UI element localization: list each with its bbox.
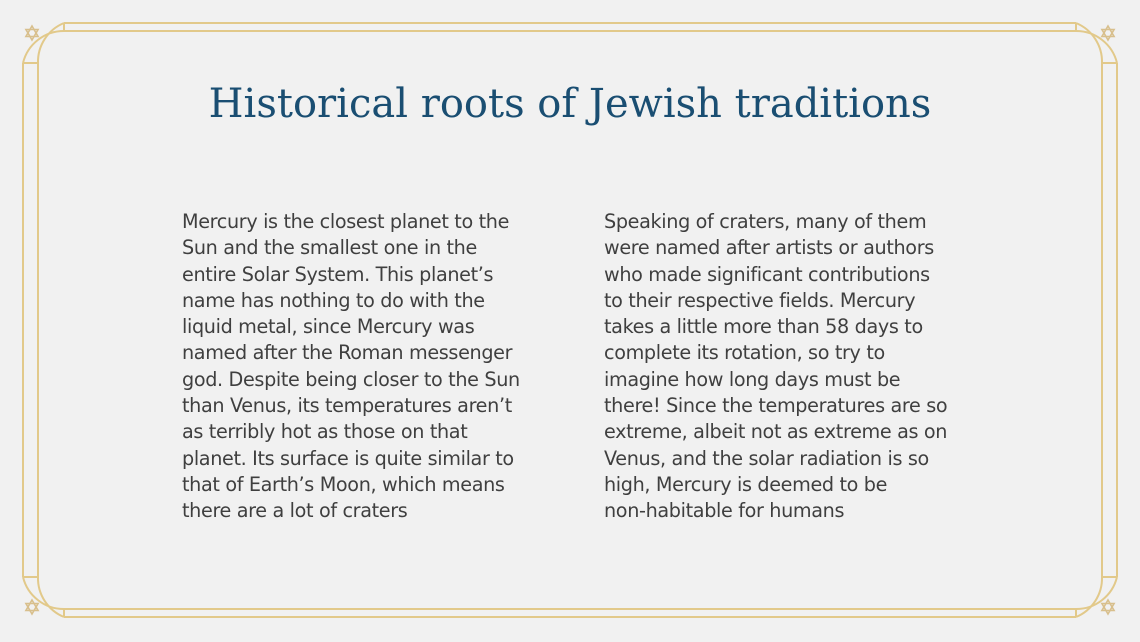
text-line: entire Solar System. This planet’s xyxy=(182,262,494,286)
text-line: as terribly hot as those on that xyxy=(182,420,468,444)
text-line: planet. Its surface is quite similar to xyxy=(182,446,514,470)
text-line: takes a little more than 58 days to xyxy=(604,315,923,339)
text-line: imagine how long days must be xyxy=(604,367,901,391)
text-line: to their respective fields. Mercury xyxy=(604,288,916,312)
text-line: that of Earth’s Moon, which means xyxy=(182,472,505,496)
text-line: name has nothing to do with the xyxy=(182,288,485,312)
text-line: non-habitable for humans xyxy=(604,499,845,523)
slide-title: Historical roots of Jewish traditions xyxy=(208,81,932,127)
star-of-david-icon xyxy=(26,26,38,40)
text-line: Speaking of craters, many of them xyxy=(604,210,927,233)
text-line: complete its rotation, so try to xyxy=(604,341,885,365)
body-text-left-column xyxy=(182,209,547,525)
text-line: were named after artists or authors xyxy=(604,236,934,260)
text-line: named after the Roman messenger xyxy=(182,341,513,365)
text-line: there! Since the temperatures are so xyxy=(604,394,948,418)
text-line: there are a lot of craters xyxy=(182,499,408,523)
body-text-right-column xyxy=(604,209,969,525)
star-of-david-icon xyxy=(26,600,38,614)
star-of-david-icon xyxy=(1102,600,1114,614)
text-line: Sun and the smallest one in the xyxy=(182,236,477,260)
star-of-david-icon xyxy=(1102,26,1114,40)
text-line: extreme, albeit not as extreme as on xyxy=(604,420,948,444)
text-line: high, Mercury is deemed to be xyxy=(604,472,888,496)
text-line: god. Despite being closer to the Sun xyxy=(182,367,520,391)
text-line: than Venus, its temperatures aren’t xyxy=(182,394,512,418)
text-line: Mercury is the closest planet to the xyxy=(182,210,510,233)
text-line: Venus, and the solar radiation is so xyxy=(604,446,929,470)
text-line: who made significant contributions xyxy=(604,262,930,286)
text-line: liquid metal, since Mercury was xyxy=(182,315,475,339)
